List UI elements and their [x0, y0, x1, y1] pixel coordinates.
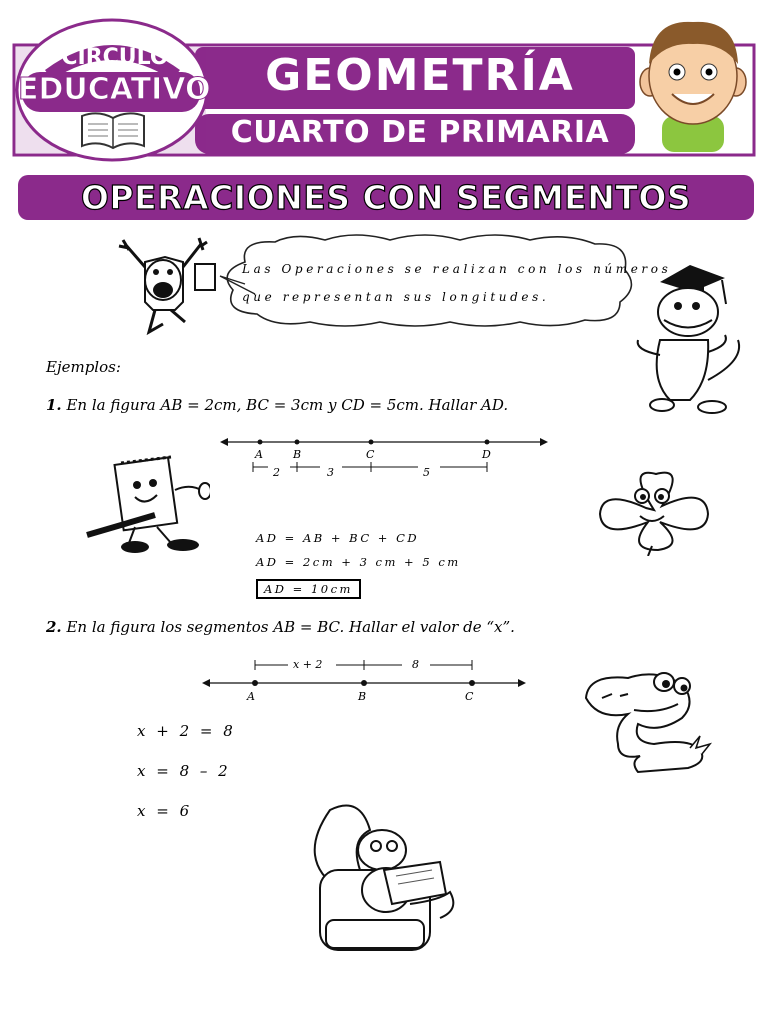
ex1-point-b: B [293, 448, 302, 461]
logo-line1: CIRCULO [61, 45, 169, 70]
intro-line1: Las Operaciones se realizan con los números [242, 262, 672, 276]
ex1-length-cd: 5 [423, 466, 430, 479]
ex2-point-b: B [358, 690, 367, 703]
example2-statement [46, 618, 515, 636]
example2-number: 2. [46, 618, 62, 636]
ex1-equation-2: AD = 2cm + 3 cm + 5 cm [256, 555, 461, 569]
ex2-step-2: x = 8 – 2 [137, 762, 231, 780]
ex1-length-ab: 2 [273, 466, 280, 479]
example1-text: En la figura AB = 2cm, BC = 3cm y CD = 5cm. Hallar AD. [66, 396, 509, 414]
intro-line2: que representan sus longitudes. [242, 290, 550, 304]
ex2-step-3: x = 6 [137, 802, 193, 820]
example2-text: En la figura los segmentos AB = BC. Hallar el valor de “x”. [66, 618, 515, 636]
boy-face-icon [632, 14, 754, 154]
ex1-point-c: C [366, 448, 375, 461]
graduate-cat-icon [630, 260, 748, 415]
examples-label: Ejemplos: [46, 358, 121, 376]
speech-cloud [215, 232, 640, 330]
ex1-equation-1: AD = AB + BC + CD [256, 531, 420, 545]
section-banner [18, 175, 754, 220]
shamrock-character-icon [596, 466, 714, 556]
example1-figure [218, 432, 553, 482]
snake-character-icon [578, 664, 723, 776]
ex2-point-a: A [247, 690, 255, 703]
ex2-point-c: C [465, 690, 474, 703]
cheering-cartoon-icon [115, 232, 225, 337]
ex2-length-ab: x + 2 [293, 658, 323, 671]
ex1-length-bc: 3 [327, 466, 334, 479]
notepad-character-icon [85, 455, 210, 555]
example1-number: 1. [46, 396, 62, 414]
ex1-answer: AD = 10cm [256, 579, 361, 599]
ex2-length-bc: 8 [412, 658, 419, 671]
ex1-point-a: A [255, 448, 263, 461]
example1-statement [46, 396, 508, 414]
ex2-step-1: x + 2 = 8 [137, 722, 236, 740]
section-title: OPERACIONES CON SEGMENTOS [80, 178, 692, 217]
reading-squirrel-icon [300, 800, 460, 960]
example2-figure [200, 655, 530, 695]
page-title: GEOMETRÍA [265, 50, 575, 101]
open-book-icon [78, 108, 148, 152]
ex1-point-d: D [482, 448, 491, 461]
page-subtitle: CUARTO DE PRIMARIA [230, 115, 610, 150]
logo-line2: EDUCATIVO [18, 72, 211, 107]
